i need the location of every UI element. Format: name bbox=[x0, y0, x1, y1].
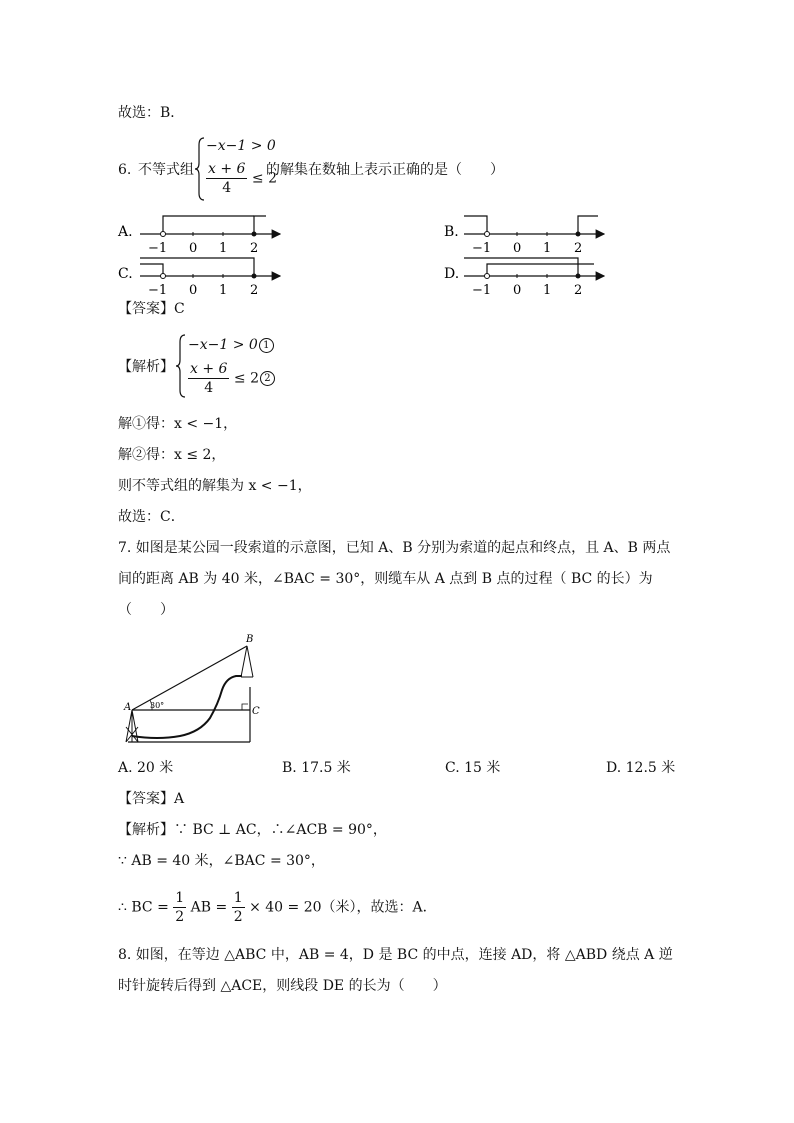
q6-option-b-label: B. bbox=[444, 224, 459, 240]
q6-system-brace bbox=[195, 137, 205, 201]
q6-option-a-label: A. bbox=[118, 224, 133, 240]
q7-stem-line2: 间的距离 AB 为 40 米，∠BAC = 30°，则缆车从 A 点到 B 点的过程（ BC 的长）为 bbox=[118, 571, 653, 587]
q6-option-c-line bbox=[140, 258, 280, 279]
q6-frac-den: 4 bbox=[222, 180, 232, 196]
q6-solution-4: 故选：C． bbox=[118, 509, 185, 525]
q6-analysis-ineq2 bbox=[188, 360, 275, 397]
q6-option-b-line bbox=[464, 216, 604, 237]
q6-d-tick-1: 1 bbox=[543, 283, 552, 298]
q6-solution-3: 则不等式组的解集为 x < −1， bbox=[118, 478, 312, 494]
q7-option-b: B. 17.5 米 bbox=[282, 760, 351, 776]
q6-a-tick-2: 2 bbox=[250, 241, 259, 256]
q6-ineq2-tail: ≤ 2 bbox=[251, 170, 277, 187]
q7-stem-line1: 7. 如图是某公园一段索道的示意图，已知 A、B 分别为索道的起点和终点，且 A、B 两点 bbox=[118, 540, 671, 556]
q6-solution-2: 解②得：x ≤ 2， bbox=[118, 447, 226, 463]
q6-c-tick-m1: −1 bbox=[148, 283, 168, 298]
q6-option-a-line bbox=[140, 216, 280, 237]
q6-analysis-ineq1 bbox=[188, 336, 274, 354]
q7-option-d: D. 12.5 米 bbox=[606, 760, 676, 776]
q6-option-c-label: C. bbox=[118, 266, 133, 282]
q6-analysis-brace bbox=[176, 334, 186, 398]
q7-half-num-2: 1 bbox=[233, 890, 243, 906]
q7-explanation-3 bbox=[118, 889, 437, 926]
q6-circle-2: 2 bbox=[260, 371, 275, 386]
q6-c-tick-0: 0 bbox=[189, 283, 198, 298]
q6-c-tick-1: 1 bbox=[219, 283, 228, 298]
q6-d-tick-m1: −1 bbox=[472, 283, 492, 298]
q7-explanation-1: 【解析】∵ BC ⊥ AC，∴∠ACB = 90°， bbox=[118, 822, 387, 838]
q7-half-den-2: 2 bbox=[233, 909, 243, 925]
q7-exp3-b: AB = bbox=[190, 899, 228, 916]
q7-explanation-2: ∵ AB = 40 米，∠BAC = 30°， bbox=[118, 853, 325, 869]
q6-b-tick-m1: −1 bbox=[472, 241, 492, 256]
q6-d-tick-0: 0 bbox=[513, 283, 522, 298]
q6-option-d-line bbox=[464, 258, 604, 279]
q6-b-tick-1: 1 bbox=[543, 241, 552, 256]
q6-c-tick-2: 2 bbox=[250, 283, 259, 298]
q7-option-a: A. 20 米 bbox=[118, 760, 174, 776]
q7-half-den-1: 2 bbox=[175, 909, 185, 925]
q6-a-tick-0: 0 bbox=[189, 241, 198, 256]
q7-exp3-a: ∴ BC = bbox=[118, 899, 169, 916]
q6-stem-a: 不等式组 bbox=[138, 162, 194, 178]
prev-answer-line: 故选：B． bbox=[118, 105, 185, 121]
q7-answer: 【答案】A bbox=[118, 791, 185, 807]
q6-frac-num: x + 6 bbox=[208, 161, 246, 177]
q7-cableway-figure bbox=[118, 632, 268, 750]
q6-d-tick-2: 2 bbox=[574, 283, 583, 298]
q7-option-c: C. 15 米 bbox=[445, 760, 501, 776]
q7-angle-label: 30° bbox=[150, 701, 165, 710]
q6-analysis-ineq2-tail: ≤ 2 bbox=[233, 370, 259, 387]
q6-circle-1: 1 bbox=[259, 338, 274, 353]
q6-b-tick-2: 2 bbox=[574, 241, 583, 256]
q7-half-num-1: 1 bbox=[175, 890, 185, 906]
q6-stem-b: 的解集在数轴上表示正确的是（ ） bbox=[266, 162, 504, 178]
q6-number-lines bbox=[112, 206, 632, 298]
q6-answer: 【答案】C bbox=[118, 301, 185, 317]
q6-solution-1: 解①得：x < −1， bbox=[118, 416, 238, 432]
q7-label-c: C bbox=[252, 706, 260, 717]
q6-b-tick-0: 0 bbox=[513, 241, 522, 256]
q6-a-tick-m1: −1 bbox=[148, 241, 168, 256]
q7-label-b: B bbox=[246, 634, 254, 645]
q6-analysis-frac-num: x + 6 bbox=[190, 361, 228, 377]
q6-ineq1: −x−1 > 0 bbox=[206, 138, 276, 154]
q6-analysis-frac-den: 4 bbox=[204, 380, 214, 396]
q6-a-tick-1: 1 bbox=[219, 241, 228, 256]
q7-stem-line3: （ ） bbox=[118, 602, 174, 618]
q7-label-a: A bbox=[124, 702, 132, 713]
q7-exp3-c: × 40 = 20（米），故选：A． bbox=[249, 899, 437, 916]
q6-analysis-label: 【解析】 bbox=[118, 359, 174, 375]
q8-stem-line1: 8. 如图，在等边 △ABC 中，AB = 4，D 是 BC 的中点，连接 AD，将 △ABD 绕点 A 逆 bbox=[118, 947, 673, 963]
q8-stem-line2: 时针旋转后得到 △ACE，则线段 DE 的长为（ ） bbox=[118, 978, 447, 994]
q6-analysis-ineq1-text: −x−1 > 0 bbox=[188, 337, 258, 353]
q6-option-d-label: D. bbox=[444, 266, 460, 282]
q6-number: 6. bbox=[118, 162, 132, 178]
